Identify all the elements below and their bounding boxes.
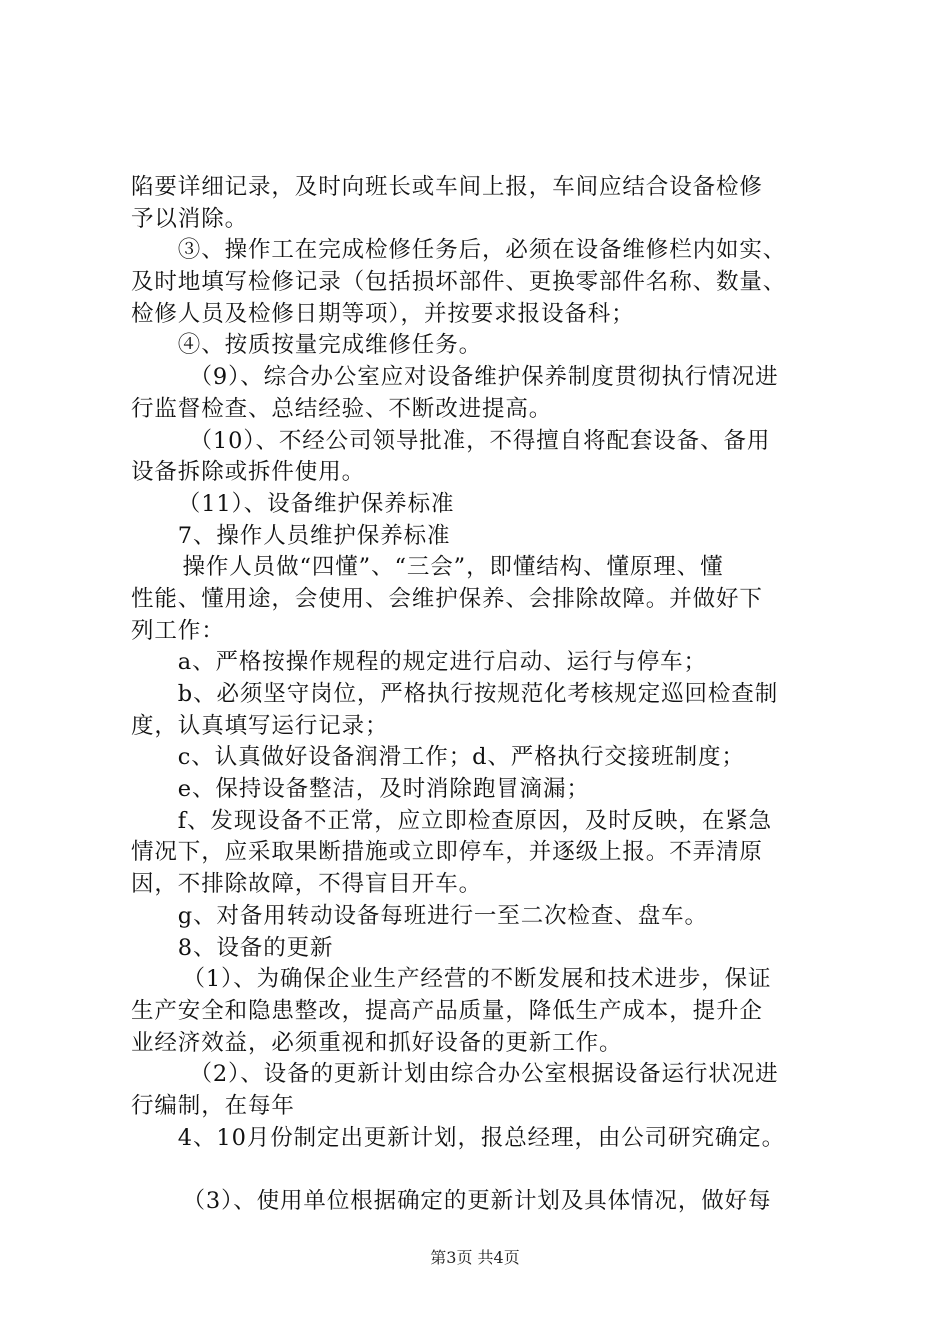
text-line: 8、设备的更新 bbox=[177, 934, 334, 961]
text-line: 操作人员做“四懂”、“三会”，即懂结构、懂原理、懂 bbox=[182, 554, 724, 581]
text-line: c、认真做好设备润滑工作；d、严格执行交接班制度； bbox=[177, 744, 745, 771]
text-line: （11）、设备维护保养标准 bbox=[177, 490, 455, 517]
text-line: （3）、使用单位根据确定的更新计划及具体情况，做好每 bbox=[182, 1188, 772, 1214]
text-line: 行编制，在每年 bbox=[131, 1092, 295, 1119]
text-line: 予以消除。 bbox=[131, 205, 249, 232]
text-line: 情况下，应采取果断措施或立即停车，并逐级上报。不弄清原 bbox=[131, 839, 763, 866]
text-line: g、对备用转动设备每班进行一至二次检查、盘车。 bbox=[177, 902, 708, 929]
text-line: 7、操作人员维护保养标准 bbox=[177, 522, 451, 549]
text-line: ④、按质按量完成维修任务。 bbox=[177, 332, 482, 359]
blank-line bbox=[131, 1154, 831, 1186]
text-line: 设备拆除或拆件使用。 bbox=[131, 459, 366, 486]
text-line: 因，不排除故障，不得盲目开车。 bbox=[131, 871, 483, 898]
text-line: 行监督检查、总结经验、不断改进提高。 bbox=[131, 395, 553, 422]
text-line: 性能、懂用途，会使用、会维护保养、会排除故障。并做好下 bbox=[131, 585, 763, 612]
text-line: 生产安全和隐患整改，提高产品质量，降低生产成本，提升企 bbox=[131, 997, 763, 1024]
text-line: a、严格按操作规程的规定进行启动、运行与停车； bbox=[177, 649, 707, 676]
text-line: 及时地填写检修记录（包括损坏部件、更换零部件名称、数量、 bbox=[131, 269, 787, 296]
text-line: （9）、综合办公室应对设备维护保养制度贯彻执行情况进 bbox=[189, 364, 779, 391]
text-line: ③、操作工在完成检修任务后，必须在设备维修栏内如实、 bbox=[177, 237, 787, 264]
text-line: 检修人员及检修日期等项），并按要求报设备科； bbox=[131, 300, 635, 327]
text-line: 列工作： bbox=[131, 617, 225, 644]
text-line: 4、10月份制定出更新计划，报总经理，由公司研究确定。 bbox=[177, 1124, 786, 1151]
text-line: 陷要详细记录，及时向班长或车间上报，车间应结合设备检修 bbox=[131, 174, 763, 200]
page-footer: 第3页 共4页 bbox=[430, 1248, 520, 1267]
text-line: 度，认真填写运行记录； bbox=[131, 712, 389, 739]
text-line: 业经济效益，必须重视和抓好设备的更新工作。 bbox=[131, 1029, 623, 1056]
text-line: b、必须坚守岗位，严格执行按规范化考核规定巡回检查制 bbox=[177, 681, 779, 707]
document-body bbox=[131, 172, 831, 1218]
text-line: e、保持设备整洁，及时消除跑冒滴漏； bbox=[177, 776, 590, 803]
text-line: f、发现设备不正常，应立即检查原因，及时反映，在紧急 bbox=[177, 807, 773, 834]
text-line: （10）、不经公司领导批准，不得擅自将配套设备、备用 bbox=[189, 427, 771, 454]
text-line: （2）、设备的更新计划由综合办公室根据设备运行状况进 bbox=[189, 1061, 779, 1088]
text-line: （1）、为确保企业生产经营的不断发展和技术进步，保证 bbox=[182, 966, 772, 993]
